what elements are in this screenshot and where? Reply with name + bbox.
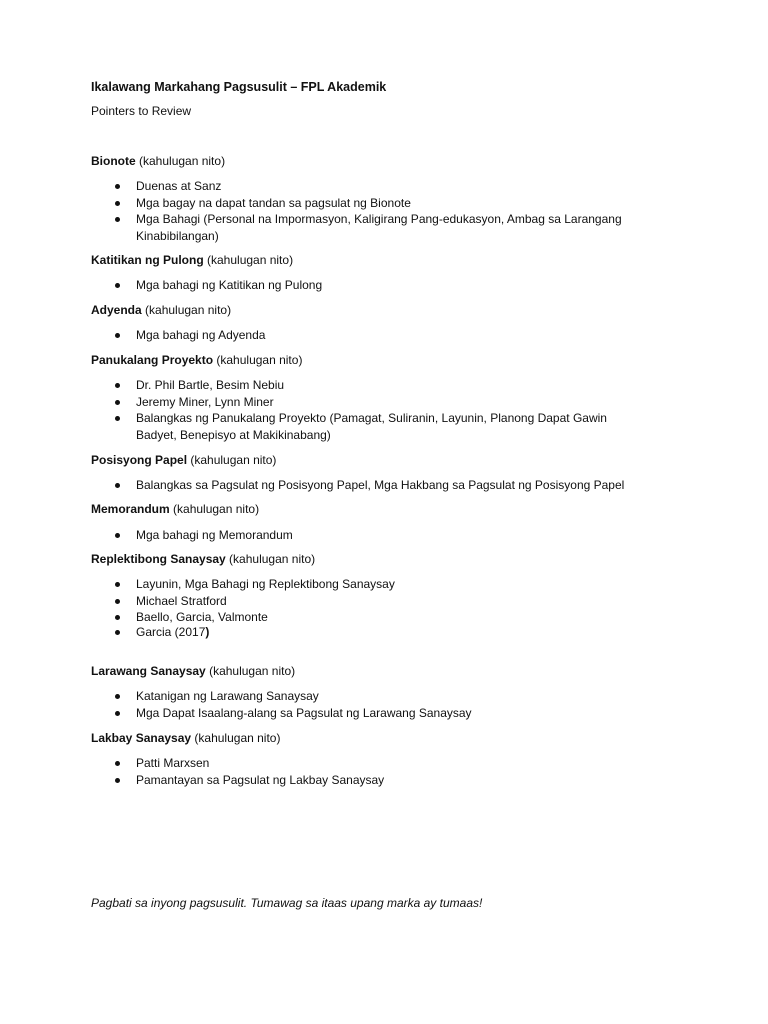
heading-label: Katitikan ng Pulong [91,253,204,267]
list-item: Duenas at Sanz [136,179,222,193]
bullet-icon [115,184,120,189]
list-item: Mga bahagi ng Adyenda [136,328,266,342]
list-item: Mga bagay na dapat tandan sa pagsulat ng Bionote [136,196,411,210]
bullet-icon [115,582,120,587]
list-item: Pamantayan sa Pagsulat ng Lakbay Sanaysay [136,773,385,787]
section-heading-bionote [91,153,225,169]
bullet-icon [115,283,120,288]
heading-label: Lakbay Sanaysay [91,731,192,745]
bullet-icon [115,778,120,783]
heading-note: (kahulugan nito) [169,502,260,516]
heading-note: (kahulugan nito) [135,154,226,168]
list-item: Jeremy Miner, Lynn Miner [136,395,274,409]
document-subtitle: Pointers to Review [91,104,192,118]
bullet-icon [115,383,120,388]
document-title: Ikalawang Markahang Pagsusulit – FPL Akademik [91,80,387,94]
list-item: Katanigan ng Larawang Sanaysay [136,689,319,703]
bullet-icon [115,630,120,635]
bullet-icon [115,217,120,222]
bullet-icon [115,761,120,766]
list-item: Mga Dapat Isaalang-alang sa Pagsulat ng Larawang Sanaysay [136,706,472,720]
bullet-icon [115,400,120,405]
bullet-icon [115,201,120,206]
heading-label: Posisyong Papel [91,453,188,467]
section-heading-panukalang-proyekto [91,352,302,368]
list-item-closing-paren: ) [205,625,210,639]
heading-note: (kahulugan nito) [141,303,232,317]
list-item: Balangkas ng Panukalang Proyekto (Pamagat, Suliranin, Layunin, Planong Dapat Gawin [136,411,607,425]
heading-note: (kahulugan nito) [203,253,294,267]
section-heading-posisyong-papel [91,452,276,468]
list-item-continuation: Kinabibilangan) [136,229,219,243]
list-item: Mga bahagi ng Katitikan ng Pulong [136,278,323,292]
heading-label: Memorandum [91,502,170,516]
bullet-icon [115,533,120,538]
list-item: Baello, Garcia, Valmonte [136,610,268,624]
list-item: Dr. Phil Bartle, Besim Nebiu [136,378,285,392]
section-heading-larawang-sanaysay [91,663,295,679]
bullet-icon [115,711,120,716]
section-heading-replektibong-sanaysay [91,551,315,567]
section-heading-adyenda [91,302,231,318]
list-item: Mga Bahagi (Personal na Impormasyon, Kaligirang Pang-edukasyon, Ambag sa Larangang [136,212,622,226]
heading-note: (kahulugan nito) [213,353,303,367]
heading-label: Adyenda [91,303,142,317]
heading-label: Bionote [91,154,136,168]
list-item [136,624,209,640]
bullet-icon [115,599,120,604]
heading-note: (kahulugan nito) [191,731,281,745]
closing-message: Pagbati sa inyong pagsusulit. Tumawag sa itaas upang marka ay tumaas! [91,896,483,910]
heading-label: Replektibong Sanaysay [91,552,226,566]
list-item: Mga bahagi ng Memorandum [136,528,293,542]
bullet-icon [115,416,120,421]
bullet-icon [115,483,120,488]
heading-note: (kahulugan nito) [187,453,277,467]
section-heading-katitikan [91,252,293,268]
section-heading-memorandum [91,501,259,517]
bullet-icon [115,694,120,699]
heading-label: Larawang Sanaysay [91,664,206,678]
list-item: Layunin, Mga Bahagi ng Replektibong Sanaysay [136,577,395,591]
list-item: Balangkas sa Pagsulat ng Posisyong Papel, Mga Hakbang sa Pagsulat ng Posisyong Papel [136,478,625,492]
list-item: Michael Stratford [136,594,227,608]
bullet-icon [115,615,120,620]
bullet-icon [115,333,120,338]
heading-note: (kahulugan nito) [205,664,296,678]
heading-note: (kahulugan nito) [225,552,316,566]
list-item-text: Garcia (2017 [136,625,206,639]
section-heading-lakbay-sanaysay [91,730,280,746]
list-item-continuation: Badyet, Benepisyo at Makikinabang) [136,428,331,442]
list-item: Patti Marxsen [136,756,210,770]
heading-label: Panukalang Proyekto [91,353,214,367]
